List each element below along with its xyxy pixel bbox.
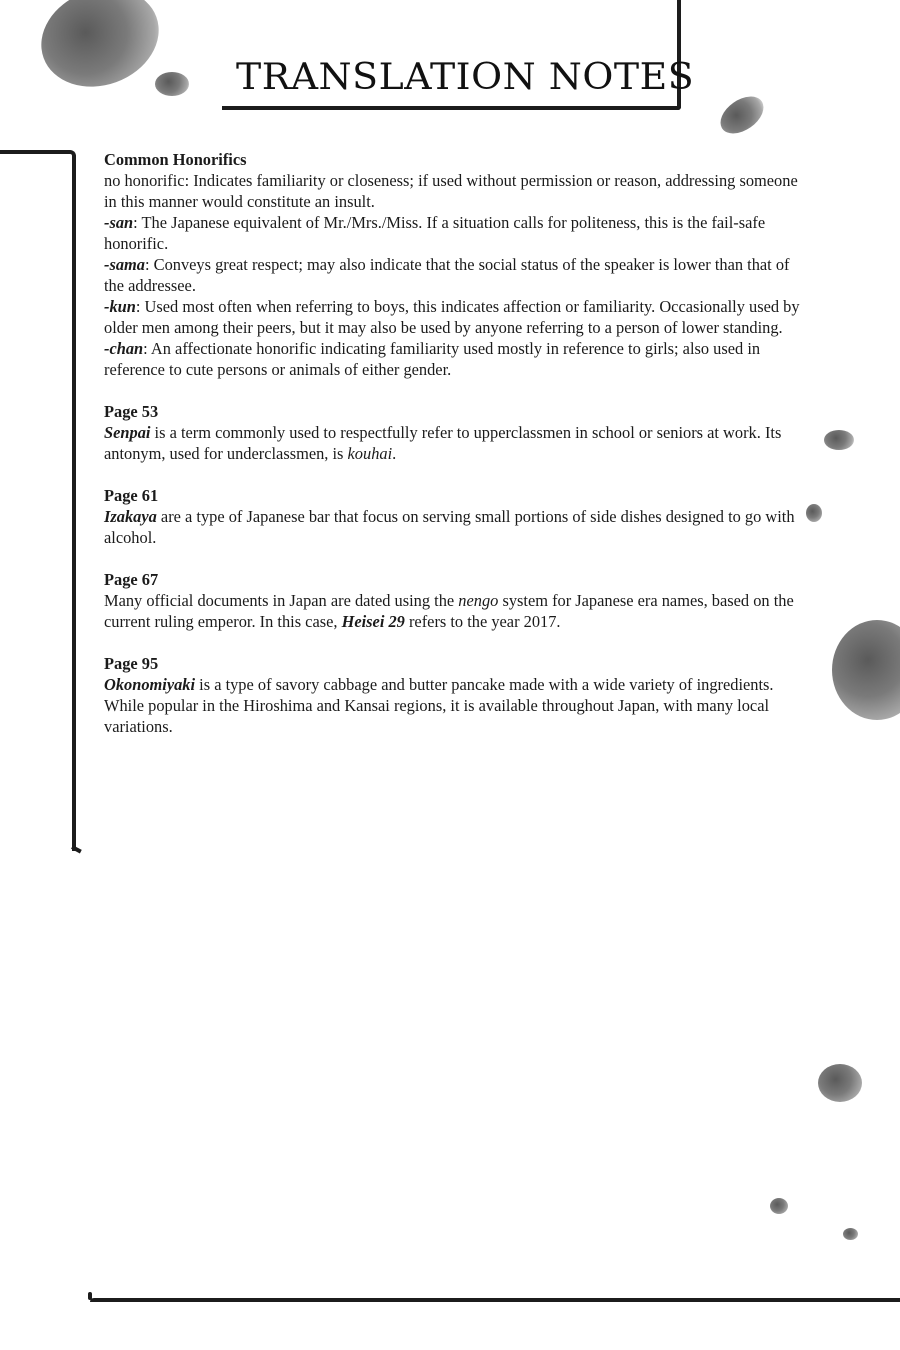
section-page-53 (104, 401, 804, 464)
note-entry: -san: The Japanese equivalent of Mr./Mrs./Miss. If a situation calls for politeness, this is the fail-safe honorific. (104, 213, 766, 253)
note-entry: -kun: Used most often when referring to boys, this indicates affection or familiarity. Occasionally used by older men among their peers, but it may also be used by anyone referring to a person of lower standing. (104, 297, 800, 337)
ink-blot (770, 1198, 788, 1214)
ink-blot (27, 0, 172, 103)
note-term: -kun (104, 297, 136, 316)
section-heading: Page 95 (104, 654, 159, 673)
section-heading: Page 61 (104, 486, 159, 505)
bottom-rule (90, 1298, 900, 1302)
note-entry: -chan: An affectionate honorific indicating familiarity used mostly in reference to girls; also used in reference to cute persons or animals of either gender. (104, 339, 761, 379)
page-title: TRANSLATION NOTES (236, 57, 695, 98)
ink-blot (843, 1228, 858, 1240)
ink-blot (824, 430, 854, 450)
note-entry: Many official documents in Japan are dated using the nengo system for Japanese era names, based on the current ruling emperor. In this case, Heisei 29 refers to the year 2017. (104, 591, 794, 631)
translation-notes-body (104, 149, 804, 737)
note-term: -san (104, 213, 134, 232)
note-term: Izakaya (104, 507, 157, 526)
left-bracket-foot (71, 845, 82, 853)
note-term: Okonomiyaki (104, 675, 196, 694)
note-entry: -sama: Conveys great respect; may also indicate that the social status of the speaker is lower than that of the addressee. (104, 255, 790, 295)
ink-blot (832, 620, 900, 720)
ink-blot (806, 504, 822, 522)
note-term: Heisei 29 (341, 612, 405, 631)
section-heading: Common Honorifics (104, 150, 247, 169)
note-term: -chan (104, 339, 144, 358)
section-common-honorifics (104, 149, 804, 380)
note-entry: no honorific: Indicates familiarity or closeness; if used without permission or reason, addressing someone in this manner would constitute an insult. (104, 171, 798, 211)
ink-blot (818, 1064, 862, 1102)
section-page-61 (104, 485, 804, 548)
ink-blot (714, 89, 771, 141)
ink-blot (155, 72, 189, 96)
section-page-95 (104, 653, 804, 737)
section-heading: Page 67 (104, 570, 159, 589)
section-page-67 (104, 569, 804, 632)
section-heading: Page 53 (104, 402, 159, 421)
left-bracket-rule (0, 150, 76, 851)
note-entry: Senpai is a term commonly used to respectfully refer to upperclassmen in school or seniors at work. Its antonym, used for underclassmen, is kouhai. (104, 423, 782, 463)
note-term: Senpai (104, 423, 151, 442)
bottom-rule-hook (88, 1292, 92, 1300)
note-entry: Izakaya are a type of Japanese bar that focus on serving small portions of side dishes designed to go with alcohol. (104, 507, 795, 547)
note-term: -sama (104, 255, 145, 274)
note-entry: Okonomiyaki is a type of savory cabbage and butter pancake made with a wide variety of ingredients. While popular in the Hiroshima and Kansai regions, it is available throughout Japan, with many local variations. (104, 675, 774, 736)
